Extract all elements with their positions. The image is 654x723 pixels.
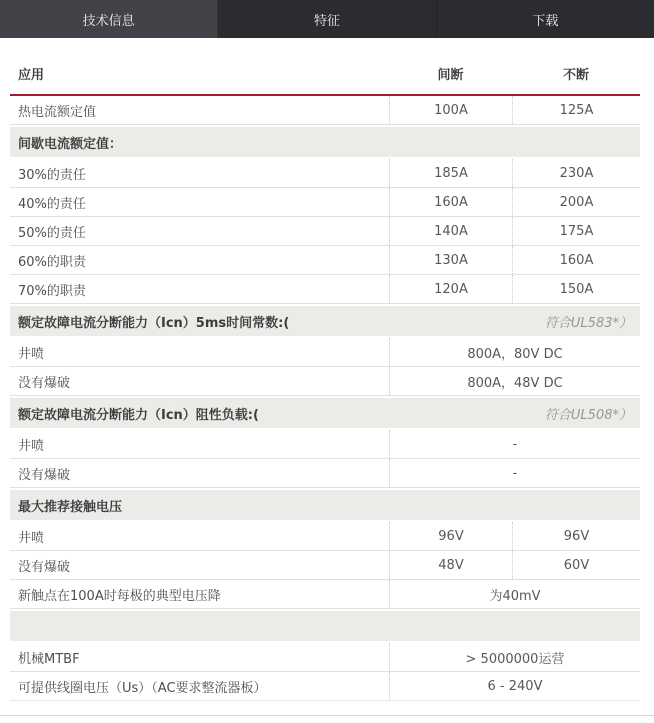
- row-value-intermittent: 130A: [389, 246, 512, 274]
- section-header-row: [10, 306, 640, 336]
- table-row: [10, 217, 640, 246]
- row-value-merged: -: [389, 430, 640, 458]
- row-label: 没有爆破: [18, 559, 71, 575]
- table-row: [10, 246, 640, 275]
- row-value-continuous: 230A: [512, 159, 640, 187]
- row-label: 热电流额定值: [18, 104, 97, 120]
- section-header-row: [10, 127, 640, 157]
- tab-technical-info[interactable]: 技术信息: [0, 0, 218, 38]
- table-row: [10, 522, 640, 551]
- row-value-continuous: 96V: [512, 522, 640, 550]
- section-header-row: [10, 398, 640, 428]
- table-row: [10, 459, 640, 488]
- table-row: [10, 159, 640, 188]
- table-row: [10, 96, 640, 125]
- row-value-merged: 为40mV: [389, 580, 640, 608]
- row-label: 没有爆破: [18, 375, 71, 391]
- row-label: 30%的责任: [18, 167, 86, 183]
- row-value-merged: 800A，48V DC: [389, 367, 640, 395]
- table-row: [10, 551, 640, 580]
- section-note: 符合UL508*）: [544, 407, 632, 423]
- row-label: 50%的责任: [18, 225, 86, 241]
- row-value-merged: 6 - 240V: [389, 672, 640, 700]
- table-row: [10, 672, 640, 701]
- table-row: [10, 367, 640, 396]
- row-value-merged: -: [389, 459, 640, 487]
- table-row: [10, 188, 640, 217]
- tab-features[interactable]: 特征: [218, 0, 436, 38]
- spec-table-body: [10, 96, 640, 701]
- row-label: 井喷: [18, 530, 45, 546]
- row-label: 机械MTBF: [18, 651, 80, 667]
- tab-downloads[interactable]: 下载: [532, 13, 559, 29]
- table-row: [10, 430, 640, 459]
- section-label: 间歇电流额定值：: [18, 136, 123, 152]
- row-value-continuous: 175A: [512, 217, 640, 245]
- section-note: 符合UL583*）: [544, 315, 632, 331]
- table-row: [10, 643, 640, 672]
- row-value-merged: 800A，80V DC: [389, 338, 640, 366]
- row-value-intermittent: 96V: [389, 522, 512, 550]
- row-value-intermittent: 160A: [389, 188, 512, 216]
- row-value-continuous: 200A: [512, 188, 640, 216]
- section-header-row: [10, 490, 640, 520]
- row-value-continuous: 150A: [512, 275, 640, 303]
- row-value-intermittent: 48V: [389, 551, 512, 579]
- spec-table-header: [10, 38, 640, 96]
- row-value-intermittent: 140A: [389, 217, 512, 245]
- row-label: 新触点在100A时每极的典型电压降: [18, 588, 221, 604]
- table-row: [10, 338, 640, 367]
- row-value-intermittent: 120A: [389, 275, 512, 303]
- column-header-intermittent: 间断: [437, 68, 464, 83]
- row-label: 可提供线圈电压（Us）（AC要求整流器板）: [18, 680, 267, 696]
- spec-table: [10, 38, 640, 701]
- row-value-continuous: 160A: [512, 246, 640, 274]
- row-value-merged: > 5000000运营: [389, 643, 640, 671]
- table-row: [10, 580, 640, 609]
- row-label: 40%的责任: [18, 196, 86, 212]
- column-header-application: 应用: [18, 68, 45, 83]
- section-label: 最大推荐接触电压: [18, 499, 123, 515]
- row-label: 没有爆破: [18, 467, 71, 483]
- column-header-continuous: 不断: [562, 68, 589, 83]
- row-value-intermittent: 100A: [389, 96, 512, 124]
- page-bottom-divider: [0, 715, 654, 716]
- row-label: 60%的职责: [18, 254, 86, 270]
- section-header-row: [10, 611, 640, 641]
- tab-bar: [0, 0, 654, 38]
- table-row: [10, 275, 640, 304]
- row-value-continuous: 125A: [512, 96, 640, 124]
- row-value-intermittent: 185A: [389, 159, 512, 187]
- row-label: 井喷: [18, 346, 45, 362]
- row-label: 井喷: [18, 438, 45, 454]
- row-value-continuous: 60V: [512, 551, 640, 579]
- section-label: 额定故障电流分断能力（Icn）阻性负载:(: [18, 407, 259, 423]
- section-label: 额定故障电流分断能力（Icn）5ms时间常数:(: [18, 315, 290, 331]
- row-label: 70%的职责: [18, 283, 86, 299]
